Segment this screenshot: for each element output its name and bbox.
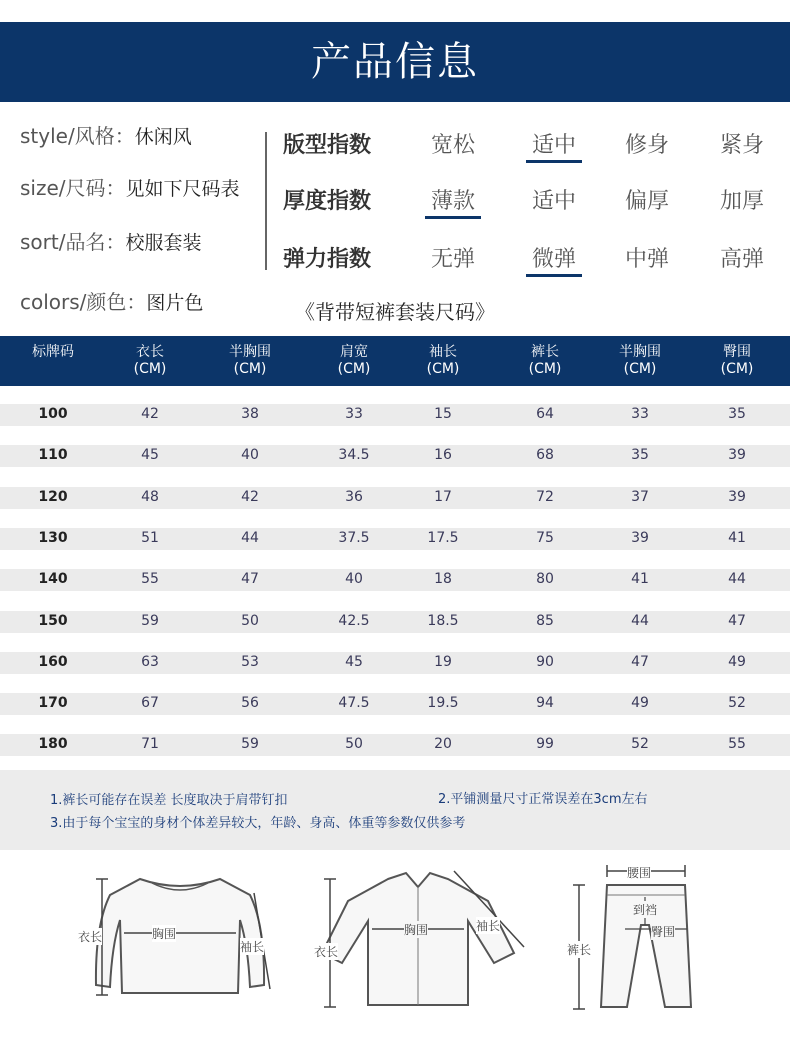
table-row [0,734,790,756]
thickness-index-row [283,178,783,218]
table-cell: 55 [728,736,746,752]
shirt-chest-label: 胸围 [404,923,429,937]
info-style [20,120,192,149]
header-unit: (CM) [623,361,657,377]
note-1: 1.裤长可能存在误差 长度取决于肩带钉扣 [50,793,288,808]
header-unit: (CM) [233,361,267,377]
stretch-option: 高弹 [719,247,764,272]
page-title: 产品信息 [311,39,479,85]
table-cell: 20 [434,736,452,752]
table-row [0,569,790,591]
table-cell: 37 [631,489,649,505]
title-banner [0,22,790,102]
size-label-cell: 180 [38,736,68,752]
table-cell: 17.5 [427,530,459,546]
table-cell: 90 [536,654,554,670]
pants-waist-label: 腰围 [627,866,652,880]
table-cell: 59 [241,736,259,752]
size-label-cell: 150 [38,613,68,629]
table-cell: 55 [141,571,159,587]
table-row [0,652,790,674]
pants-diagram [565,861,705,1021]
table-cell: 85 [536,613,554,629]
table-cell: 18.5 [427,613,459,629]
table-cell: 68 [536,447,554,463]
header-label: 衣长 [136,344,164,360]
table-row [0,487,790,509]
table-cell: 64 [536,406,554,422]
table-cell: 50 [241,613,259,629]
table-cell: 71 [141,736,159,752]
table-cell: 63 [141,654,159,670]
info-size-key: size/尺码： [20,176,126,200]
table-cell: 50 [345,736,363,752]
notes-panel [0,770,790,850]
size-label-cell: 160 [38,654,68,670]
table-cell: 33 [345,406,363,422]
table-cell: 42 [141,406,159,422]
table-cell: 47 [728,613,746,629]
size-label-cell: 140 [38,571,68,587]
header-unit: (CM) [528,361,562,377]
shirt-diagram [314,865,528,1015]
size-table-title: 《背带短裤套装尺码》 [295,300,495,324]
header-label: 臀围 [723,344,751,360]
table-cell: 48 [141,489,159,505]
table-cell: 17 [434,489,452,505]
header-label: 半胸围 [619,344,661,360]
table-row [0,693,790,715]
table-cell: 42.5 [338,613,370,629]
table-cell: 67 [141,695,159,711]
table-cell: 47 [631,654,649,670]
sweater-chest-label: 胸围 [152,927,177,941]
thickness-index-label: 厚度指数 [283,189,372,214]
table-cell: 44 [241,530,259,546]
header-unit: (CM) [133,361,167,377]
table-cell: 19 [434,654,452,670]
table-cell: 40 [345,571,363,587]
size-label-cell: 170 [38,695,68,711]
table-header-cell [309,344,399,378]
shirt-drawing [318,865,528,1015]
table-cell: 39 [631,530,649,546]
table-cell: 19.5 [427,695,459,711]
table-cell: 41 [728,530,746,546]
header-unit: (CM) [426,361,460,377]
pants-hip-label: 臀围 [651,925,676,939]
table-cell: 99 [536,736,554,752]
table-header-cell [595,344,685,378]
shirt-sleeve-label: 袖长 [476,919,501,933]
table-cell: 75 [536,530,554,546]
header-label: 肩宽 [340,344,368,360]
table-cell: 52 [631,736,649,752]
table-cell: 33 [631,406,649,422]
fit-option: 宽松 [430,133,475,158]
info-sort-key: sort/品名： [20,230,126,254]
table-header-cell [398,344,488,378]
table-cell: 51 [141,530,159,546]
table-cell: 18 [434,571,452,587]
table-cell: 39 [728,447,746,463]
fit-option: 修身 [624,133,669,158]
header-label: 袖长 [429,344,457,360]
table-cell: 41 [631,571,649,587]
table-cell: 45 [345,654,363,670]
table-cell: 94 [536,695,554,711]
table-row [0,404,790,426]
thickness-option: 加厚 [719,189,764,214]
table-cell: 45 [141,447,159,463]
note-3: 3.由于每个宝宝的身材个体差异较大，年龄、身高、体重等参数仅供参考 [50,816,466,831]
table-row [0,611,790,633]
thickness-option-selected: 薄款 [425,184,481,219]
size-label-cell: 130 [38,530,68,546]
table-header-cell [692,344,782,378]
sweater-length-label: 衣长 [78,930,103,944]
info-style-value: 休闲风 [134,126,192,148]
table-cell: 16 [434,447,452,463]
table-cell: 15 [434,406,452,422]
table-cell: 53 [241,654,259,670]
fit-index-label: 版型指数 [283,133,372,158]
size-table-header [0,336,790,386]
table-cell: 44 [728,571,746,587]
table-cell: 56 [241,695,259,711]
table-cell: 59 [141,613,159,629]
table-row [0,528,790,550]
sweater-sleeve-label: 袖长 [240,940,265,954]
table-cell: 72 [536,489,554,505]
table-row [0,445,790,467]
info-colors-value: 图片色 [146,292,204,314]
table-cell: 35 [631,447,649,463]
stretch-option: 中弹 [624,247,669,272]
table-cell: 49 [631,695,649,711]
header-label: 标牌码 [32,344,74,360]
table-cell: 35 [728,406,746,422]
header-label: 裤长 [531,344,559,360]
table-cell: 52 [728,695,746,711]
stretch-option: 无弹 [430,247,475,272]
fit-option: 紧身 [719,133,764,158]
table-cell: 34.5 [338,447,370,463]
info-size-value: 见如下尺码表 [125,178,240,200]
size-label-cell: 120 [38,489,68,505]
info-sort-value: 校服套装 [125,232,202,254]
table-header-cell [8,344,98,361]
shirt-length-label: 衣长 [314,945,339,959]
info-sort [20,226,201,255]
stretch-index-row [283,236,783,276]
table-cell: 44 [631,613,649,629]
measurement-diagrams [0,855,790,1025]
pants-rise-label: 到裆 [633,903,658,917]
table-header-cell [500,344,590,378]
fit-index-row [283,122,783,162]
stretch-option-selected: 微弹 [526,242,582,277]
thickness-option: 偏厚 [624,189,669,214]
header-unit: (CM) [720,361,754,377]
fit-option-selected: 适中 [526,128,582,163]
pants-length-label: 裤长 [567,943,592,957]
info-size [20,172,240,201]
info-divider [265,132,267,270]
table-cell: 42 [241,489,259,505]
table-cell: 47.5 [338,695,370,711]
sweater-diagram [80,865,280,1015]
table-cell: 37.5 [338,530,370,546]
table-cell: 36 [345,489,363,505]
info-style-key: style/风格： [20,124,135,148]
info-colors-key: colors/颜色： [20,290,147,314]
header-unit: (CM) [337,361,371,377]
table-cell: 38 [241,406,259,422]
table-cell: 49 [728,654,746,670]
table-cell: 80 [536,571,554,587]
thickness-option: 适中 [531,189,576,214]
table-cell: 39 [728,489,746,505]
header-label: 半胸围 [229,344,271,360]
size-label-cell: 100 [38,406,68,422]
size-label-cell: 110 [38,447,68,463]
table-cell: 40 [241,447,259,463]
stretch-index-label: 弹力指数 [283,247,372,272]
table-cell: 47 [241,571,259,587]
note-2: 2.平铺测量尺寸正常误差在3cm左右 [438,792,648,807]
table-header-cell [105,344,195,378]
table-header-cell [205,344,295,378]
